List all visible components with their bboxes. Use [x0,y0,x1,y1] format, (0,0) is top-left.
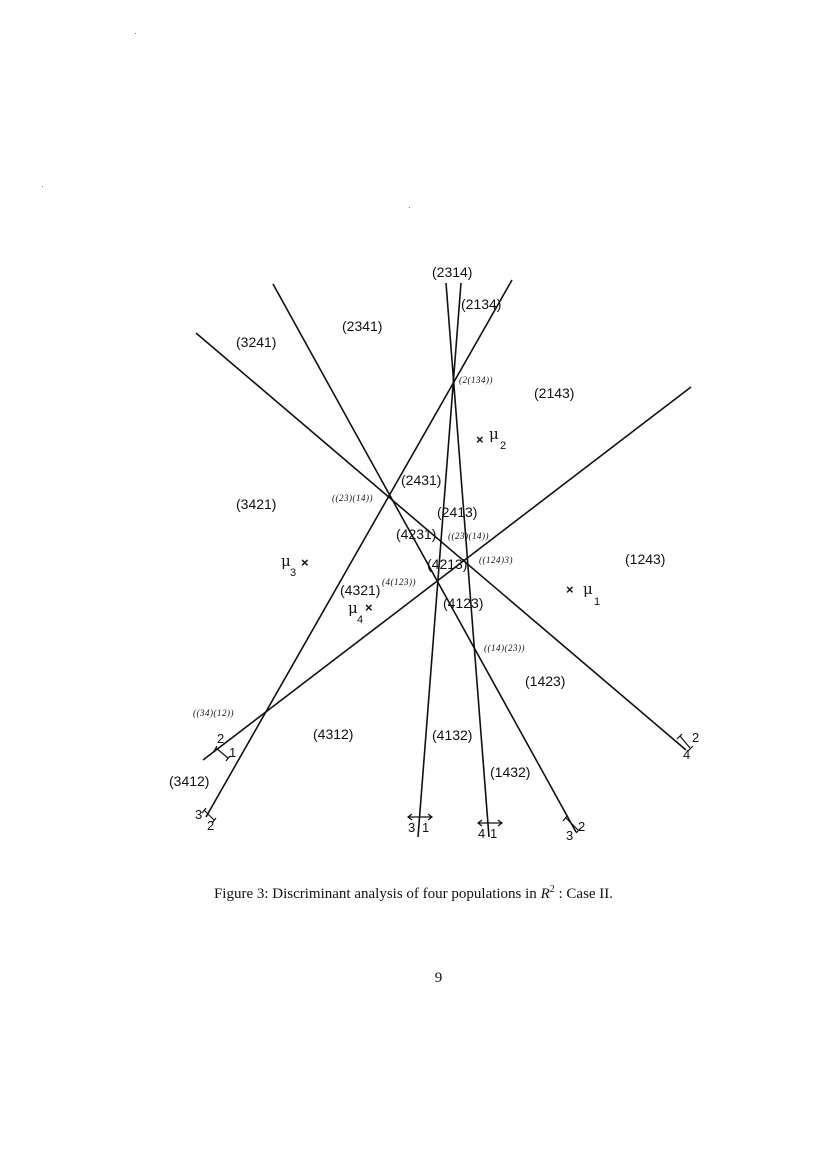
region-label: (3421) [236,496,277,512]
line-end-index: 2 [207,818,215,833]
caption-prefix: Figure 3: Discriminant analysis of four populations in [213,886,541,902]
line-end-index: 1 [229,745,237,760]
line-end-index: 3 [408,820,416,835]
region-label: (4231) [396,526,437,542]
region-label: (1423) [525,673,566,689]
region-label: (1243) [625,551,666,567]
caption-power: 2 [549,884,555,895]
region-label: (2341) [342,318,383,334]
line-end-ticks [202,734,693,833]
region-label: (2134) [461,296,502,312]
vertex-label: ((14)(23)) [484,643,525,653]
caption-suffix: : Case II. [554,886,614,902]
mean-symbol: μ [583,580,593,598]
region-label: (3412) [169,773,210,789]
line-end-index: 4 [683,747,691,762]
region-label: (4321) [340,582,381,598]
arrow-tick [214,746,230,761]
region-label: (4213) [427,556,468,572]
line-end-index: 2 [692,730,700,745]
line-end-index: 2 [217,731,225,746]
line-end-index: 1 [422,820,430,835]
vertex-label: ((23)(14)) [332,493,373,503]
vertex-label: (4(123)) [382,577,416,587]
population-mean-2 [476,425,506,452]
vertex-label: ((23)(14)) [448,531,489,541]
scan-speck [409,207,410,208]
population-mean-1 [566,580,600,608]
region-label: (4312) [313,726,354,742]
scan-speck [42,186,43,187]
page-number: 9 [434,970,443,986]
figure-caption [0,884,827,903]
population-mean-3 [281,552,309,579]
mean-symbol: μ [489,425,499,443]
region-label: (4132) [432,727,473,743]
line-end-index: 1 [490,826,498,841]
caption-space: R [540,886,550,902]
region-label: (2314) [432,264,473,280]
region-label: (2431) [401,472,442,488]
region-label: (4123) [443,595,484,611]
vertex-label: ((124)3) [479,555,513,565]
line-end-index: 2 [578,819,586,834]
population-mean-4 [348,599,373,626]
mean-cross-icon: × [365,600,373,615]
mean-symbol: μ [348,599,358,617]
region-label: (3241) [236,334,277,350]
boundary-line-1-2 [203,387,691,760]
mean-cross-icon: × [566,582,574,597]
mean-index: 3 [290,567,297,579]
vertex-label: ((34)(12)) [193,708,234,718]
mean-index: 1 [594,596,601,608]
mean-index: 4 [357,614,364,626]
vertex-label: (2(134)) [459,375,493,385]
line-end-index: 4 [478,826,486,841]
mean-index: 2 [500,440,507,452]
mean-cross-icon: × [476,432,484,447]
scan-speck [135,33,136,34]
line-end-index: 3 [566,828,574,843]
mean-symbol: μ [281,552,291,570]
region-label: (1432) [490,764,531,780]
line-end-index: 3 [195,807,203,822]
region-label: (2143) [534,385,575,401]
region-label: (2413) [437,504,478,520]
mean-cross-icon: × [301,555,309,570]
